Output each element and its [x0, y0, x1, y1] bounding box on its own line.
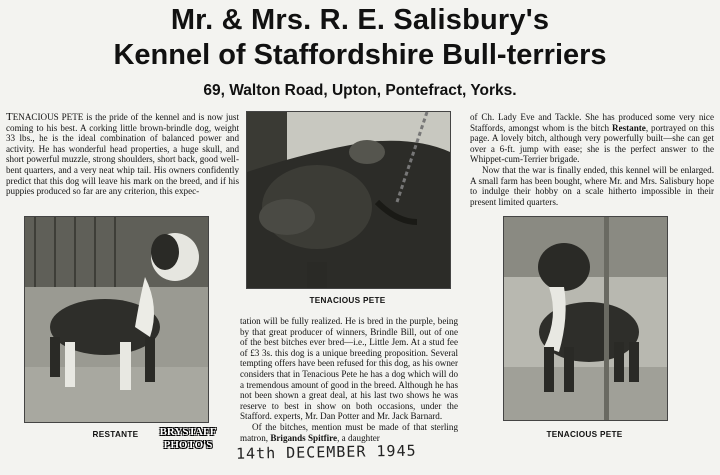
col3-text-c: Now that the war is finally ended, this kennel will be enlarged. A small farm has been bought, where Mr. and Mrs. Salisbury hope to indulge their hobby on a scale hitherto impossible in their present limited quarters. — [470, 164, 714, 207]
caption-tenacious-pete-right: TENACIOUS PETE — [546, 430, 623, 439]
caption-restante: RESTANTE — [92, 430, 139, 439]
mid-text-a: tation will be fully realized. He is bred in the purple, being by that great producer of winners, Brindle Bill, out of one of the best bitches ever bred—i.e., Little Jem. At a stud fee of £3 3s. this dog is a unique breeding proposition. Several tempting offers have been refused for this dog, as his owner considers that in Tenacious Pete he has a dog which will do a tremendous amount of good in the breed. Although he has not been shown a great deal, at his last two shows he was reserve to best in show on both occasions, under the Stafford. experts, Mr. Dan Potter and Mr. Jack Barnard. — [240, 316, 458, 422]
article-column-3 — [470, 112, 714, 210]
article-column-2 — [240, 316, 458, 443]
caption-tenacious-pete-center: TENACIOUS PETE — [309, 296, 386, 305]
tenacious-pete-head-image — [247, 112, 450, 288]
mid-text-b: Of the bitches, mention must be made of that sterling matron, — [240, 421, 458, 443]
stamp-line2: PHOTO'S — [163, 439, 213, 451]
article-column-1 — [6, 112, 239, 216]
col3-bold: Restante — [612, 122, 646, 133]
restante-dog-image — [25, 217, 208, 422]
brystaff-photos-stamp — [156, 426, 220, 466]
header-title-line1: Mr. & Mrs. R. E. Salisbury's — [170, 4, 550, 36]
photo-tenacious-pete-head — [246, 111, 451, 289]
mid-bold: Brigands Spitfire — [270, 432, 338, 443]
photo-tenacious-pete-full — [503, 216, 668, 421]
header-title-line2: Kennel of Staffordshire Bull-terriers — [113, 39, 607, 71]
col1-text: ENACIOUS PETE is the pride of the kennel and is now just coming to his best. A corking little brown-brindle dog, weight 33 lbs., he is the ideal combination of balanced power and activity. He has wonderful head properties, a huge skull, and short powerful muzzle, strong shoulders, short back, good well-bent quarters, and a very neat whip tail. His owners confidently predict that this dog will leave his mark on the breed, and if his puppies produced so far are any criterion, this expec- — [6, 112, 239, 197]
tenacious-pete-full-image — [504, 217, 667, 420]
photo-restante — [24, 216, 209, 423]
mid-text-c: , a daughter — [337, 432, 380, 443]
dropcap: T — [6, 111, 13, 123]
handwritten-date: 14th DECEMBER 1945 — [235, 441, 417, 463]
header-address: 69, Walton Road, Upton, Pontefract, Yorks. — [203, 82, 517, 99]
col3-text-b: , portrayed on this page. A lovely bitch, although very powerfully built—she can get over a 6-ft. jump with ease; she is the perfect answer to the Whippet-cum-Terrier brigade. — [470, 122, 715, 165]
col3-text-a: of Ch. Lady Eve and Tackle. She has produced some very nice Staffords, amongst whom is the bitch — [470, 112, 714, 133]
stamp-line1: BRYSTAFF — [159, 426, 217, 438]
